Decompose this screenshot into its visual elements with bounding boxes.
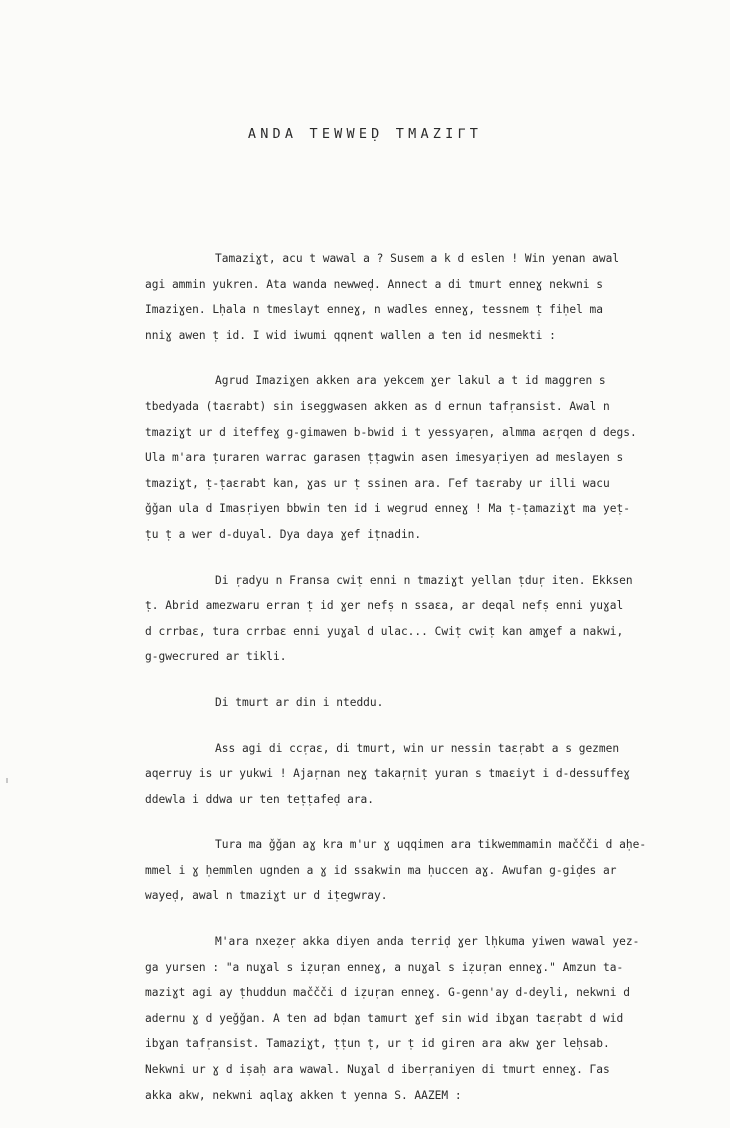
- text-line: Tura ma ǧǧan aɣ kra m'ur ɣ uqqimen ara tikwemmamin maččči d aḥe-: [215, 838, 647, 852]
- text-line: tmaziɣt ur d iteffeɣ g-gimawen b-bwid i t yessyaṛen, almma aɛṛqen d degs.: [145, 425, 637, 439]
- text-line: ṭu ṭ a wer d-duyal. Dya daya ɣef iṭnadin.: [145, 527, 422, 541]
- text-line: Nekwni ur ɣ d iṣaḥ ara wawal. Nuɣal d iberṛaniyen di tmurt enneɣ. Γas: [145, 1063, 610, 1077]
- text-line: akka akw, nekwni aqlaɣ akken t yenna S. AAZEM :: [145, 1088, 462, 1102]
- text-line: adernu ɣ d yeǧǧan. A ten ad bḍan tamurt ɣef sin wid ibɣan taɛṛabt d wid: [145, 1011, 624, 1025]
- text-line: d crrbaɛ, tura crrbaɛ enni yuɣal d ulac... Cwiṭ cwiṭ kan amɣef a nakwi,: [145, 624, 624, 638]
- text-line: ga yursen : "a nuɣal s iẓuṛan enneɣ, a nuɣal s iẓuṛan enneɣ." Amzun ta-: [145, 960, 624, 974]
- text-line: nniɣ awen ṭ id. I wid iwumi qqnent wallen a ten id nesmekti :: [145, 328, 556, 342]
- text-line: tmaziɣt, ṭ-ṭaɛrabt kan, ɣas ur ṭ ssinen ara. Γef taɛraby ur illi wacu: [145, 476, 610, 490]
- text-line: Ass agi di ccṛaɛ, di tmurt, win ur nessin taɛṛabt a s gezmen: [215, 741, 620, 755]
- text-line: ǧǧan ula d Imasṛiyen bbwin ten id i wegrud enneɣ ! Ma ṭ-ṭamaziɣt ma yeṭ-: [145, 502, 630, 516]
- text-line: g-gwecrured ar tikli.: [145, 650, 287, 664]
- text-line: Di tmurt ar din i nteddu.: [215, 695, 384, 709]
- text-line: agi ammin yukren. Ata wanda newweḍ. Annect a di tmurt enneɣ nekwni s: [145, 277, 604, 291]
- scan-margin-mark: [6, 778, 8, 783]
- text-line: Di ṛadyu n Fransa cwiṭ enni n tmaziɣt yellan ṭduṛ iten. Ekksen: [215, 573, 633, 587]
- text-line: wayeḍ, awal n tmaziɣt ur d iṭegwray.: [145, 889, 388, 903]
- text-line: ṭ. Abrid amezwaru erran ṭ id ɣer nefṣ n ssaɛa, ar deqal nefṣ enni yuɣal: [145, 599, 624, 613]
- text-line: maziɣt agi ay ṭhuddun maččči d iẓuṛan enneɣ. G-genn'ay d-deyli, nekwni d: [145, 986, 630, 1000]
- paragraph-6: [145, 832, 665, 909]
- text-line: Ula m'ara ṭuraren warrac garasen ṭṭagwin asen imesyaṛiyen ad meslayen s: [145, 451, 624, 465]
- paragraph-4: [145, 690, 665, 716]
- paragraph-3: [145, 568, 665, 670]
- text-line: aqerruy is ur yukwi ! Ajaṛnan neɣ takaṛniṭ yuran s tmaɛiyt i d-dessuffeɣ: [145, 767, 630, 781]
- text-line: Tamaziɣt, acu t wawal a ? Susem a k d eslen ! Win yenan awal: [215, 252, 620, 265]
- text-line: Imaziɣen. Lḥala n tmeslayt enneɣ, n wadles enneɣ, tessnem ṭ fiḥel ma: [145, 303, 604, 317]
- document-body: [145, 246, 665, 1128]
- text-line: Agrud Imaziɣen akken ara yekcem ɣer lakul a t id maggren s: [215, 374, 606, 388]
- paragraph-2: [145, 368, 665, 547]
- text-line: ibɣan tafṛansist. Tamaziɣt, ṭṭun ṭ, ur ṭ id giren ara akw ɣer leḥsab.: [145, 1037, 610, 1051]
- paragraph-5: [145, 736, 665, 813]
- text-line: M'ara nxeẓeṛ akka diyen anda terriḍ ɣer lḥkuma yiwen wawal yez-: [215, 935, 640, 949]
- text-line: tbedyada (taɛrabt) sin iseggwasen akken as d ernun tafṛansist. Awal n: [145, 399, 610, 413]
- document-title: ANDA TEWWEḌ TMAZIΓT: [247, 126, 483, 142]
- paragraph-1: [145, 246, 665, 348]
- paragraph-7: [145, 929, 665, 1108]
- text-line: mmel i ɣ ḥemmlen ugnden a ɣ id ssakwin ma ḥuccen aɣ. Awufan g-giḍes ar: [145, 863, 617, 877]
- text-line: ddewla i ddwa ur ten teṭṭafeḍ ara.: [145, 792, 375, 806]
